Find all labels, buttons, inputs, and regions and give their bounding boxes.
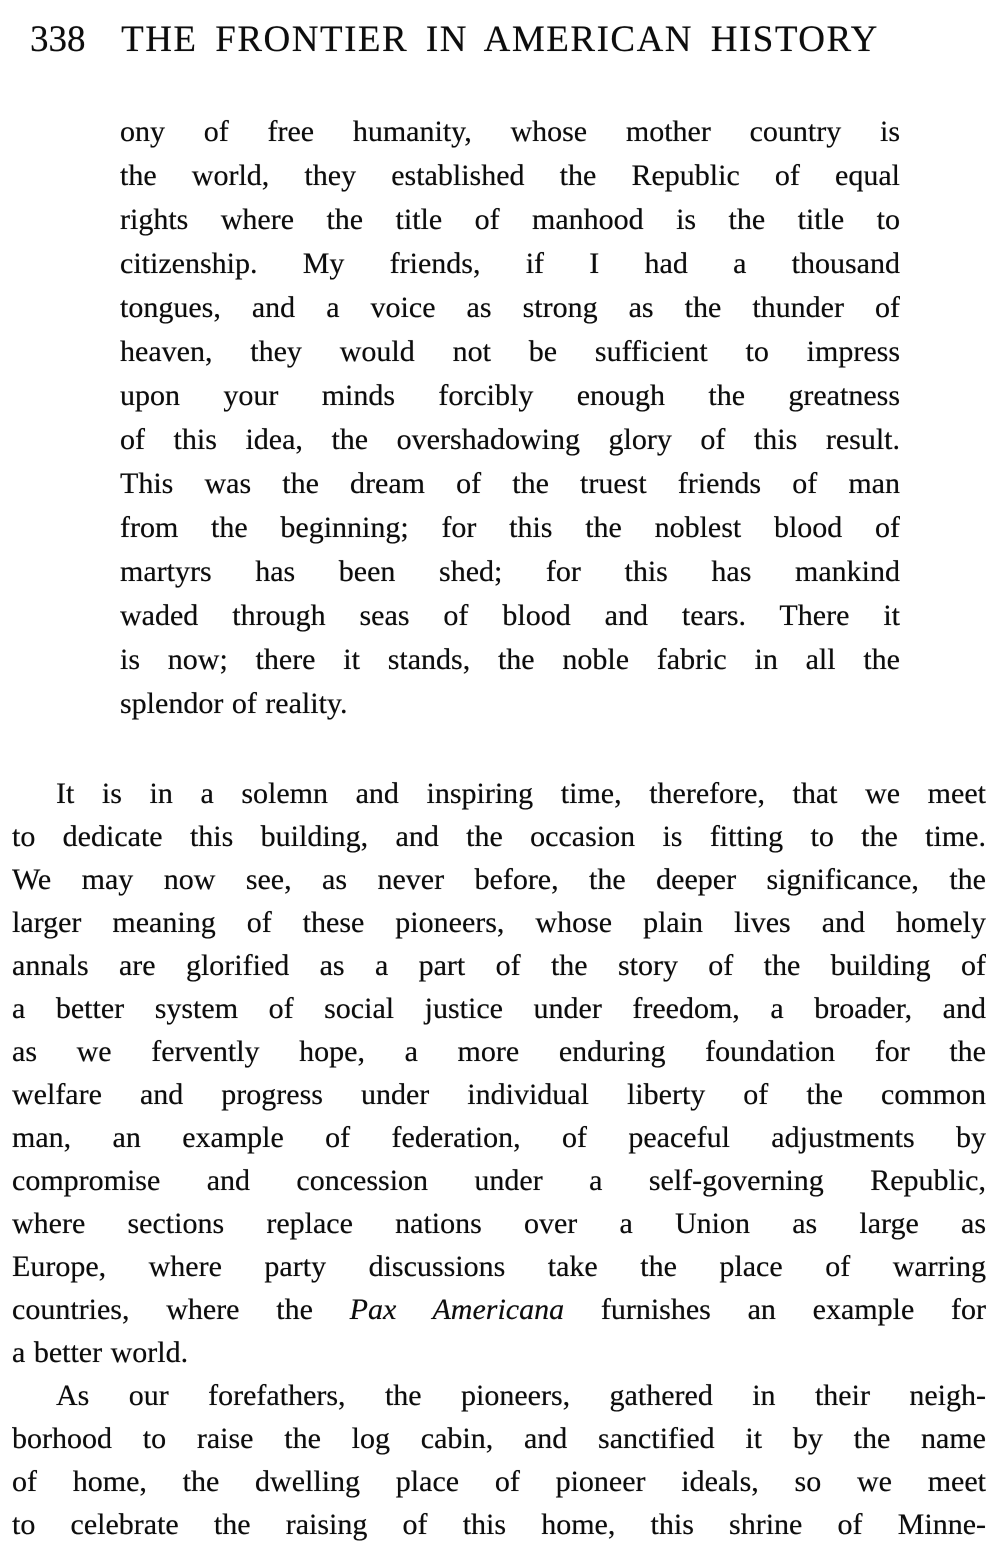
text-line: As our forefathers, the pioneers, gathered in their neigh- (56, 1379, 986, 1412)
page-number: 338 (30, 19, 86, 60)
running-title: THE FRONTIER IN AMERICAN HISTORY (121, 19, 879, 60)
text-line: the world, they established the Republic of equal (120, 159, 900, 192)
text-line: of this idea, the overshadowing glory of this result. (120, 423, 900, 456)
text-line: to celebrate the raising of this home, this shrine of Minne- (12, 1508, 986, 1541)
text-line: ony of free humanity, whose mother country is (120, 115, 900, 148)
text-line: countries, where the Pax Americana furnishes an example for (12, 1293, 986, 1326)
text-line: welfare and progress under individual liberty of the common (12, 1078, 986, 1111)
text-line: where sections replace nations over a Union as large as (12, 1207, 986, 1240)
paragraph-forefathers (12, 1374, 986, 1546)
text-line: is now; there it stands, the noble fabric in all the (120, 643, 900, 676)
text-line: annals are glorified as a part of the story of the building of (12, 949, 986, 982)
text-line: We may now see, as never before, the deeper significance, the (12, 863, 986, 896)
block-quote (120, 110, 900, 726)
text-line: borhood to raise the log cabin, and sanctified it by the name (12, 1422, 986, 1455)
text-line: as we fervently hope, a more enduring foundation for the (12, 1035, 986, 1068)
text-line: Europe, where party discussions take the place of warring (12, 1250, 986, 1283)
text-line: from the beginning; for this the noblest blood of (120, 511, 900, 544)
text-line: This was the dream of the truest friends of man (120, 467, 900, 500)
main-text (12, 772, 986, 1546)
text-line: upon your minds forcibly enough the greatness (120, 379, 900, 412)
text-line: martyrs has been shed; for this has mankind (120, 555, 900, 588)
text-line: larger meaning of these pioneers, whose plain lives and homely (12, 906, 986, 939)
paragraph-solemn-time (12, 772, 986, 1374)
text-line: of home, the dwelling place of pioneer ideals, so we meet (12, 1465, 986, 1498)
text-line: man, an example of federation, of peaceful adjustments by (12, 1121, 986, 1154)
page-header (0, 20, 1000, 64)
text-line: waded through seas of blood and tears. There it (120, 599, 900, 632)
text-line: It is in a solemn and inspiring time, therefore, that we meet (56, 777, 986, 810)
text-line: a better system of social justice under freedom, a broader, and (12, 992, 986, 1025)
text-line: citizenship. My friends, if I had a thousand (120, 247, 900, 280)
text-line: tongues, and a voice as strong as the thunder of (120, 291, 900, 324)
text-line: a better world. (12, 1336, 189, 1369)
text-line: splendor of reality. (120, 687, 348, 720)
text-line: rights where the title of manhood is the title to (120, 203, 900, 236)
text-line: compromise and concession under a self-governing Republic, (12, 1164, 986, 1197)
text-line: to dedicate this building, and the occasion is fitting to the time. (12, 820, 986, 853)
text-line: heaven, they would not be sufficient to impress (120, 335, 900, 368)
